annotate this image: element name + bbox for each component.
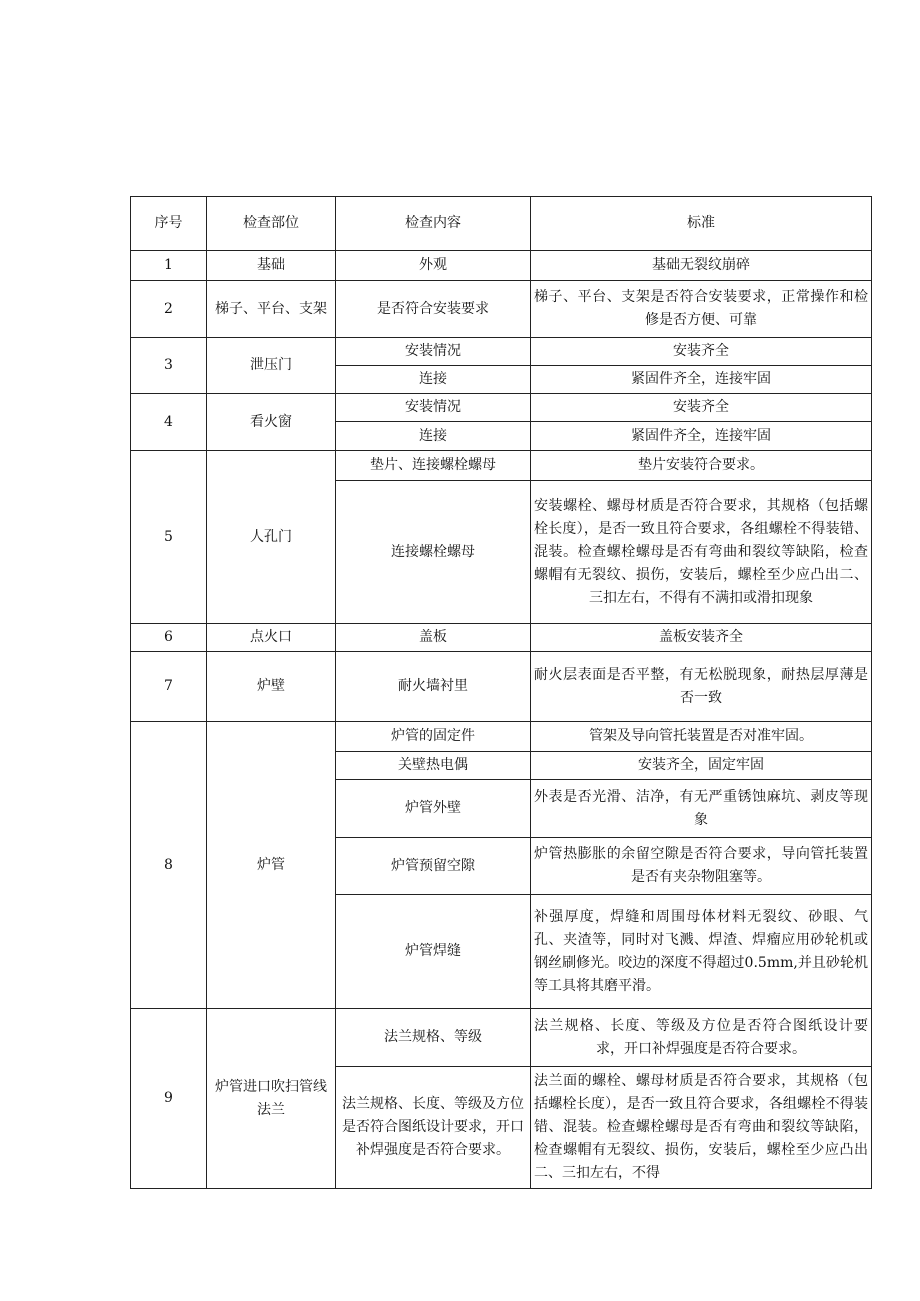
row-content: 炉管的固定件: [336, 722, 531, 752]
row-standard: 安装齐全: [531, 394, 872, 422]
row-part: 泄压门: [207, 338, 336, 394]
row-content: 炉管预留空隙: [336, 838, 531, 895]
row-content: 炉管外壁: [336, 780, 531, 838]
table-row: [131, 338, 872, 366]
row-content: 连接螺栓螺母: [336, 481, 531, 624]
header-standard: 标准: [531, 197, 872, 251]
row-standard: 耐火层表面是否平整，有无松脱现象，耐热层厚薄是否一致: [531, 652, 872, 722]
row-content: 法兰规格、等级: [336, 1009, 531, 1067]
row-standard: 补强厚度，焊缝和周围母体材料无裂纹、砂眼、气孔、夹渣等，同时对飞溅、焊渣、焊瘤应用砂轮机或钢丝刷修光。咬边的深度不得超过0.5mm,并且砂轮机等工具将其磨平滑。: [531, 895, 872, 1009]
row-content: 耐火墙衬里: [336, 652, 531, 722]
table-row: [131, 251, 872, 281]
row-content: 连接: [336, 366, 531, 394]
row-no: 2: [131, 281, 207, 338]
row-no: 9: [131, 1009, 207, 1189]
table-row: [131, 722, 872, 752]
row-standard: 外表是否光滑、洁净，有无严重锈蚀麻坑、剥皮等现象: [531, 780, 872, 838]
row-content: 安装情况: [336, 394, 531, 422]
table-header-row: [131, 197, 872, 251]
table-row: [131, 451, 872, 481]
header-no: 序号: [131, 197, 207, 251]
row-part: 炉壁: [207, 652, 336, 722]
row-part: 梯子、平台、支架: [207, 281, 336, 338]
row-standard: 安装齐全，固定牢固: [531, 752, 872, 780]
row-part: 炉管进口吹扫管线法兰: [207, 1009, 336, 1189]
header-content: 检查内容: [336, 197, 531, 251]
table-row: [131, 624, 872, 652]
row-standard: 梯子、平台、支架是否符合安装要求，正常操作和检修是否方便、可靠: [531, 281, 872, 338]
row-part: 看火窗: [207, 394, 336, 451]
row-content: 外观: [336, 251, 531, 281]
row-part: 基础: [207, 251, 336, 281]
row-standard: 基础无裂纹崩碎: [531, 251, 872, 281]
row-content: 是否符合安装要求: [336, 281, 531, 338]
inspection-table: [130, 196, 872, 1189]
row-part: 炉管: [207, 722, 336, 1009]
row-content: 炉管焊缝: [336, 895, 531, 1009]
table-row: [131, 1009, 872, 1067]
row-standard: 管架及导向管托装置是否对准牢固。: [531, 722, 872, 752]
row-content: 关壁热电偶: [336, 752, 531, 780]
row-standard: 紧固件齐全，连接牢固: [531, 366, 872, 394]
row-no: 8: [131, 722, 207, 1009]
row-standard: 安装齐全: [531, 338, 872, 366]
header-part: 检查部位: [207, 197, 336, 251]
row-content: 盖板: [336, 624, 531, 652]
table-row: [131, 281, 872, 338]
row-no: 3: [131, 338, 207, 394]
row-content: 垫片、连接螺栓螺母: [336, 451, 531, 481]
table-row: [131, 394, 872, 422]
row-standard: 垫片安装符合要求。: [531, 451, 872, 481]
table-row: [131, 652, 872, 722]
row-no: 7: [131, 652, 207, 722]
row-content: 安装情况: [336, 338, 531, 366]
row-no: 5: [131, 451, 207, 624]
row-standard: 紧固件齐全，连接牢固: [531, 422, 872, 451]
row-standard: 安装螺栓、螺母材质是否符合要求，其规格（包括螺栓长度），是否一致且符合要求，各组螺栓不得装错、混装。检查螺栓螺母是否有弯曲和裂纹等缺陷，检查螺帽有无裂纹、损伤，安装后，螺栓至少应凸出二、三扣左右，不得有不满扣或滑扣现象: [531, 481, 872, 624]
row-part: 人孔门: [207, 451, 336, 624]
row-no: 4: [131, 394, 207, 451]
row-standard: 法兰规格、长度、等级及方位是否符合图纸设计要求，开口补焊强度是否符合要求。: [531, 1009, 872, 1067]
row-content: 法兰规格、长度、等级及方位是否符合图纸设计要求，开口补焊强度是否符合要求。: [336, 1067, 531, 1189]
row-standard: 炉管热膨胀的余留空隙是否符合要求，导向管托装置是否有夹杂物阻塞等。: [531, 838, 872, 895]
row-content: 连接: [336, 422, 531, 451]
row-part: 点火口: [207, 624, 336, 652]
row-no: 1: [131, 251, 207, 281]
row-no: 6: [131, 624, 207, 652]
row-standard: 盖板安装齐全: [531, 624, 872, 652]
row-standard: 法兰面的螺栓、螺母材质是否符合要求，其规格（包括螺栓长度），是否一致且符合要求，各组螺栓不得装错、混装。检查螺栓螺母是否有弯曲和裂纹等缺陷，检查螺帽有无裂纹、损伤，安装后，螺栓至少应凸出二、三扣左右，不得: [531, 1067, 872, 1189]
